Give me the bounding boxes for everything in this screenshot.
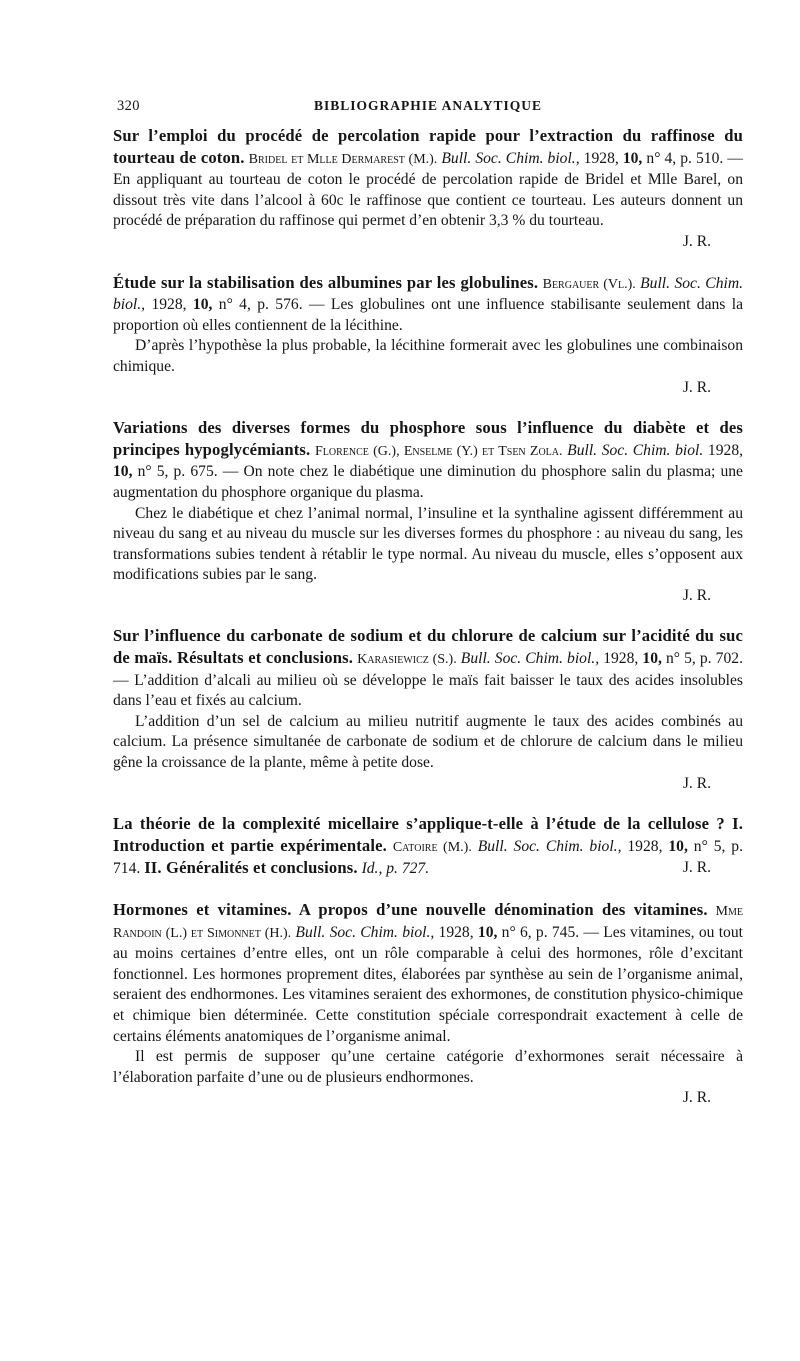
article-authors: Florence (G.), Enselme (Y.) et Tsen Zola. (315, 443, 563, 459)
abstract-text: Chez le diabétique et chez l’animal normal, l’insuline et la synthaline agissent différemment au niveau du sang et au niveau du muscle sur les diverses formes du phosphore : au niveau du sang, les transformations subies tendent à rétablir le type normal. Au niveau du muscle, elles s’opposent aux modifications subies par le sang. (113, 504, 743, 584)
article-authors: Bergauer (Vl.). (542, 276, 636, 292)
abstract-text: — Les vitamines, ou tout au moins certaines d’entre elles, ont un rôle comparable à celui des hormones, rôle d’excitant fonctionnel. Les hormones proprement dites, élaborées par synthèse au sein de l’organisme animal, seraient des endhormones. Les vitamines seraient des exhormones, de constitution physico-chimique et chimique bien déterminée. Cette constitution spéciale correspondrait exactement à celle de certains éléments anatomiques de l’organisme animal. (113, 923, 743, 1045)
issue-and-page: n° 5, p. 714. (113, 837, 743, 878)
article-title: Hormones et vitamines. A propos d’une nouvelle dénomination des vitamines. (113, 900, 708, 919)
abstract-entry (113, 626, 743, 794)
issue-and-page: n° 6, p. 745. (501, 923, 580, 941)
journal-name: Bull. Soc. Chim. biol., (477, 837, 622, 855)
article-title: Étude sur la stabilisation des albumines par les globulines. (113, 272, 539, 292)
abstract-paragraph (113, 504, 743, 586)
abstract-text: — Les globulines ont une influence stabilisante seulement dans la proportion où elles contiennent de la lécithine. (113, 296, 743, 334)
abstract-citation (113, 626, 743, 711)
publication-year: 1928, (627, 837, 663, 855)
article-authors: Bridel et Mlle Dermarest (M.). (248, 151, 438, 167)
article-title: La théorie de la complexité micellaire s’applique-t-elle à l’étude de la cellulose ? I. Introduction et partie expérimentale. (113, 814, 743, 855)
abstract-paragraph (113, 712, 743, 774)
issue-and-page: n° 4, p. 576. (218, 296, 303, 314)
volume-number: 10, (192, 296, 213, 314)
abstract-citation (113, 900, 743, 1047)
volume-number: 10, (668, 837, 688, 855)
reviewer-initials: J. R. (682, 232, 711, 250)
reviewer-initials: J. R. (682, 859, 711, 877)
issue-and-page: n° 4, p. 510. (646, 149, 724, 167)
article-authors: Catoire (M.). (392, 839, 472, 855)
abstract-text: — L’addition d’alcali au milieu où se développe le maïs fait baisser le taux des acides insolubles dans l’eau et fixés au calcium. (113, 671, 743, 710)
abstract-citation (113, 418, 743, 503)
abstract-citation (113, 126, 743, 232)
abstract-entry (113, 900, 743, 1109)
volume-number: 10, (622, 149, 643, 167)
journal-name: Bull. Soc. Chim. biol. (567, 441, 704, 459)
journal-name: Bull. Soc. Chim. biol., (460, 650, 600, 668)
publication-year: 1928, (438, 923, 474, 941)
reviewer-initials: J. R. (682, 1089, 711, 1107)
running-head (113, 98, 743, 126)
abstract-entry (113, 126, 743, 253)
article-part-title: II. Généralités et conclusions. (144, 858, 358, 878)
journal-page (113, 98, 743, 1129)
article-authors: Mme Randoin (L.) et Simonnet (H.). (113, 904, 743, 941)
abstract-citation (113, 814, 743, 880)
publication-year: 1928, (603, 650, 639, 668)
issue-and-page: n° 5, p. 702. (665, 650, 743, 668)
volume-number: 10, (113, 463, 133, 481)
reviewer-initials: J. R. (682, 774, 711, 792)
reviewer-initials: J. R. (682, 378, 711, 396)
abstract-entry (113, 418, 743, 606)
running-head-title: BIBLIOGRAPHIE ANALYTIQUE (314, 98, 542, 113)
volume-number: 10, (477, 923, 498, 941)
article-title: Sur l’emploi du procédé de percolation rapide pour l’extraction du raffinose du tourteau de coton. (113, 126, 743, 167)
publication-year: 1928, (151, 296, 187, 314)
article-title: Variations des diverses formes du phosphore sous l’influence du diabète et des principes hypoglycémiants. (113, 418, 743, 459)
article-authors: Karasiewicz (S.). (357, 652, 457, 668)
abstract-text: — En appliquant au tourteau de coton le procédé de percolation rapide de Bridel et Mlle Barel, on dissout très vite dans l’alcool à 60c le raffinose que contient ce tourteau. Les auteurs donnent un procédé de préparation du raffinose qui permet d’en obtenir 3,3 % du tourteau. (113, 149, 743, 230)
publication-year: 1928, (583, 149, 619, 167)
journal-name: Bull. Soc. Chim. biol., (441, 149, 580, 167)
issue-and-page: n° 5, p. 675. (137, 463, 218, 481)
abstract-paragraph (113, 336, 743, 377)
abstract-citation (113, 273, 743, 337)
publication-year: 1928, (707, 441, 744, 459)
volume-number: 10, (642, 650, 662, 668)
abstract-text: — On note chez le diabétique une diminution du phosphore salin du plasma; une augmentation du phosphore organique du plasma. (113, 463, 743, 501)
abstract-entry (113, 273, 743, 399)
abstract-paragraph (113, 1047, 743, 1088)
abstract-text: Il est permis de supposer qu’une certaine catégorie d’exhormones serait nécessaire à l’élaboration parfaite d’une ou de plusieurs endhormones. (113, 1048, 743, 1086)
part-reference: Id., p. 727. (361, 860, 430, 878)
abstract-entry (113, 814, 743, 880)
abstract-text: L’addition d’un sel de calcium au milieu nutritif augmente le taux des acides combinés au calcium. La présence simultanée de carbonate de sodium et de chlorure de calcium dans le milieu gêne la croissance de la plante, même à petite dose. (113, 712, 743, 772)
reviewer-initials: J. R. (682, 586, 711, 604)
abstract-text: D’après l’hypothèse la plus probable, la lécithine formerait avec les globulines une combinaison chimique. (113, 337, 743, 375)
article-title: Sur l’influence du carbonate de sodium et du chlorure de calcium sur l’acidité du suc de maïs. Résultats et conclusions. (113, 626, 743, 668)
page-number: 320 (117, 98, 140, 114)
journal-name: Bull. Soc. Chim. biol., (295, 923, 435, 941)
journal-name: Bull. Soc. Chim. biol., (113, 274, 743, 314)
